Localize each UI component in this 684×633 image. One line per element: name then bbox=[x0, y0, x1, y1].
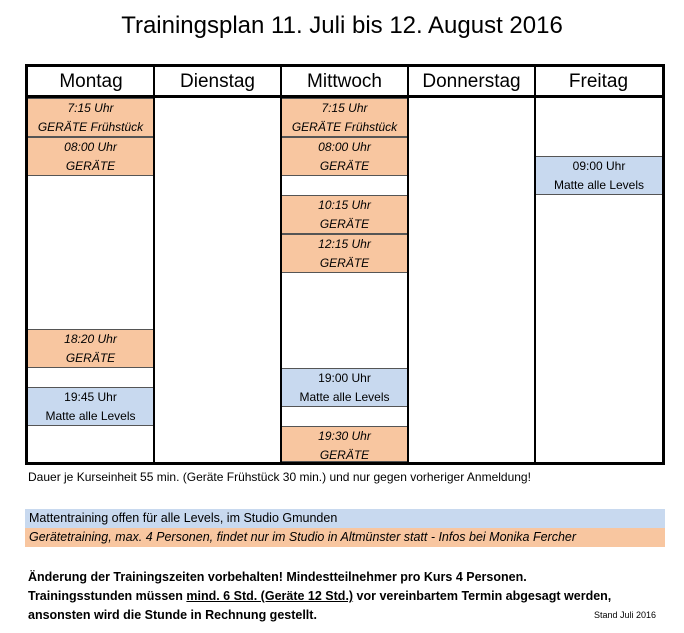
slot-montag-0800 bbox=[28, 137, 153, 176]
slot-time: 19:00 Uhr bbox=[318, 371, 371, 385]
slot-mittwoch-1900 bbox=[282, 368, 407, 407]
slot-time: 19:45 Uhr bbox=[64, 390, 117, 404]
slot-label: GERÄTE bbox=[65, 159, 116, 173]
column-divider bbox=[153, 67, 155, 462]
header-freitag: Freitag bbox=[568, 71, 629, 92]
slot-montag-1945 bbox=[28, 387, 153, 426]
footer-line-3: ansonsten wird die Stunde in Rechnung gestellt. bbox=[28, 608, 317, 622]
footer-notes bbox=[28, 568, 611, 625]
slot-mittwoch-0715 bbox=[282, 98, 407, 137]
slot-freitag-0900 bbox=[536, 156, 662, 195]
footer-line-2-underline: mind. 6 Std. (Geräte 12 Std.) bbox=[186, 589, 354, 603]
slot-montag-0715 bbox=[28, 98, 153, 137]
footer-line-2 bbox=[28, 587, 611, 606]
schedule-table bbox=[25, 64, 665, 465]
slot-label: Matte alle Levels bbox=[553, 178, 645, 192]
slot-label: GERÄTE Frühstück bbox=[37, 120, 144, 134]
day-header-row bbox=[28, 67, 662, 98]
slot-time: 08:00 Uhr bbox=[64, 140, 117, 154]
header-montag: Montag bbox=[59, 71, 123, 92]
duration-note: Dauer je Kurseinheit 55 min. (Geräte Frühstück 30 min.) und nur gegen vorheriger Anmeldung! bbox=[28, 470, 531, 484]
slot-label: GERÄTE bbox=[319, 159, 370, 173]
stand-date: Stand Juli 2016 bbox=[594, 610, 657, 620]
slot-time: 12:15 Uhr bbox=[318, 237, 371, 251]
slot-label: Matte alle Levels bbox=[299, 390, 390, 404]
slot-mittwoch-1015 bbox=[282, 195, 407, 234]
column-divider bbox=[407, 67, 409, 462]
slot-mittwoch-1215 bbox=[282, 234, 407, 273]
legend-geraete: Gerätetraining, max. 4 Personen, findet nur im Studio in Altmünster statt - Infos bei Monika Fercher bbox=[25, 528, 665, 547]
footer-line-2-pre: Trainingsstunden müssen bbox=[28, 589, 187, 603]
page-title: Trainingsplan 11. Juli bis 12. August 2016 bbox=[121, 12, 563, 39]
slot-label: GERÄTE bbox=[65, 351, 116, 365]
slot-label: GERÄTE Frühstück bbox=[291, 120, 398, 134]
slot-time: 08:00 Uhr bbox=[318, 140, 371, 154]
header-mittwoch: Mittwoch bbox=[307, 71, 382, 92]
slot-label: GERÄTE bbox=[319, 256, 370, 270]
slot-time: 10:15 Uhr bbox=[318, 198, 371, 212]
header-dienstag: Dienstag bbox=[180, 71, 255, 92]
header-donnerstag: Donnerstag bbox=[422, 71, 521, 92]
slot-time: 18:20 Uhr bbox=[64, 332, 117, 346]
slot-label: Matte alle Levels bbox=[45, 409, 136, 423]
slot-label: GERÄTE bbox=[319, 217, 370, 231]
footer-line-2-post: vor vereinbartem Termin abgesagt werden, bbox=[353, 589, 612, 603]
legend-matte: Mattentraining offen für alle Levels, im Studio Gmunden bbox=[25, 509, 665, 528]
slot-time: 7:15 Uhr bbox=[67, 101, 114, 115]
slot-mittwoch-0800 bbox=[282, 137, 407, 176]
slot-time: 7:15 Uhr bbox=[321, 101, 368, 115]
slot-label: GERÄTE bbox=[319, 448, 370, 462]
slot-montag-1820 bbox=[28, 329, 153, 368]
column-divider bbox=[534, 67, 536, 462]
footer-line-1: Änderung der Trainingszeiten vorbehalten! Mindestteilnehmer pro Kurs 4 Personen. bbox=[28, 570, 527, 584]
slot-time: 19:30 Uhr bbox=[318, 429, 371, 443]
slot-time: 09:00 Uhr bbox=[572, 159, 626, 173]
slot-mittwoch-1930 bbox=[282, 426, 407, 462]
